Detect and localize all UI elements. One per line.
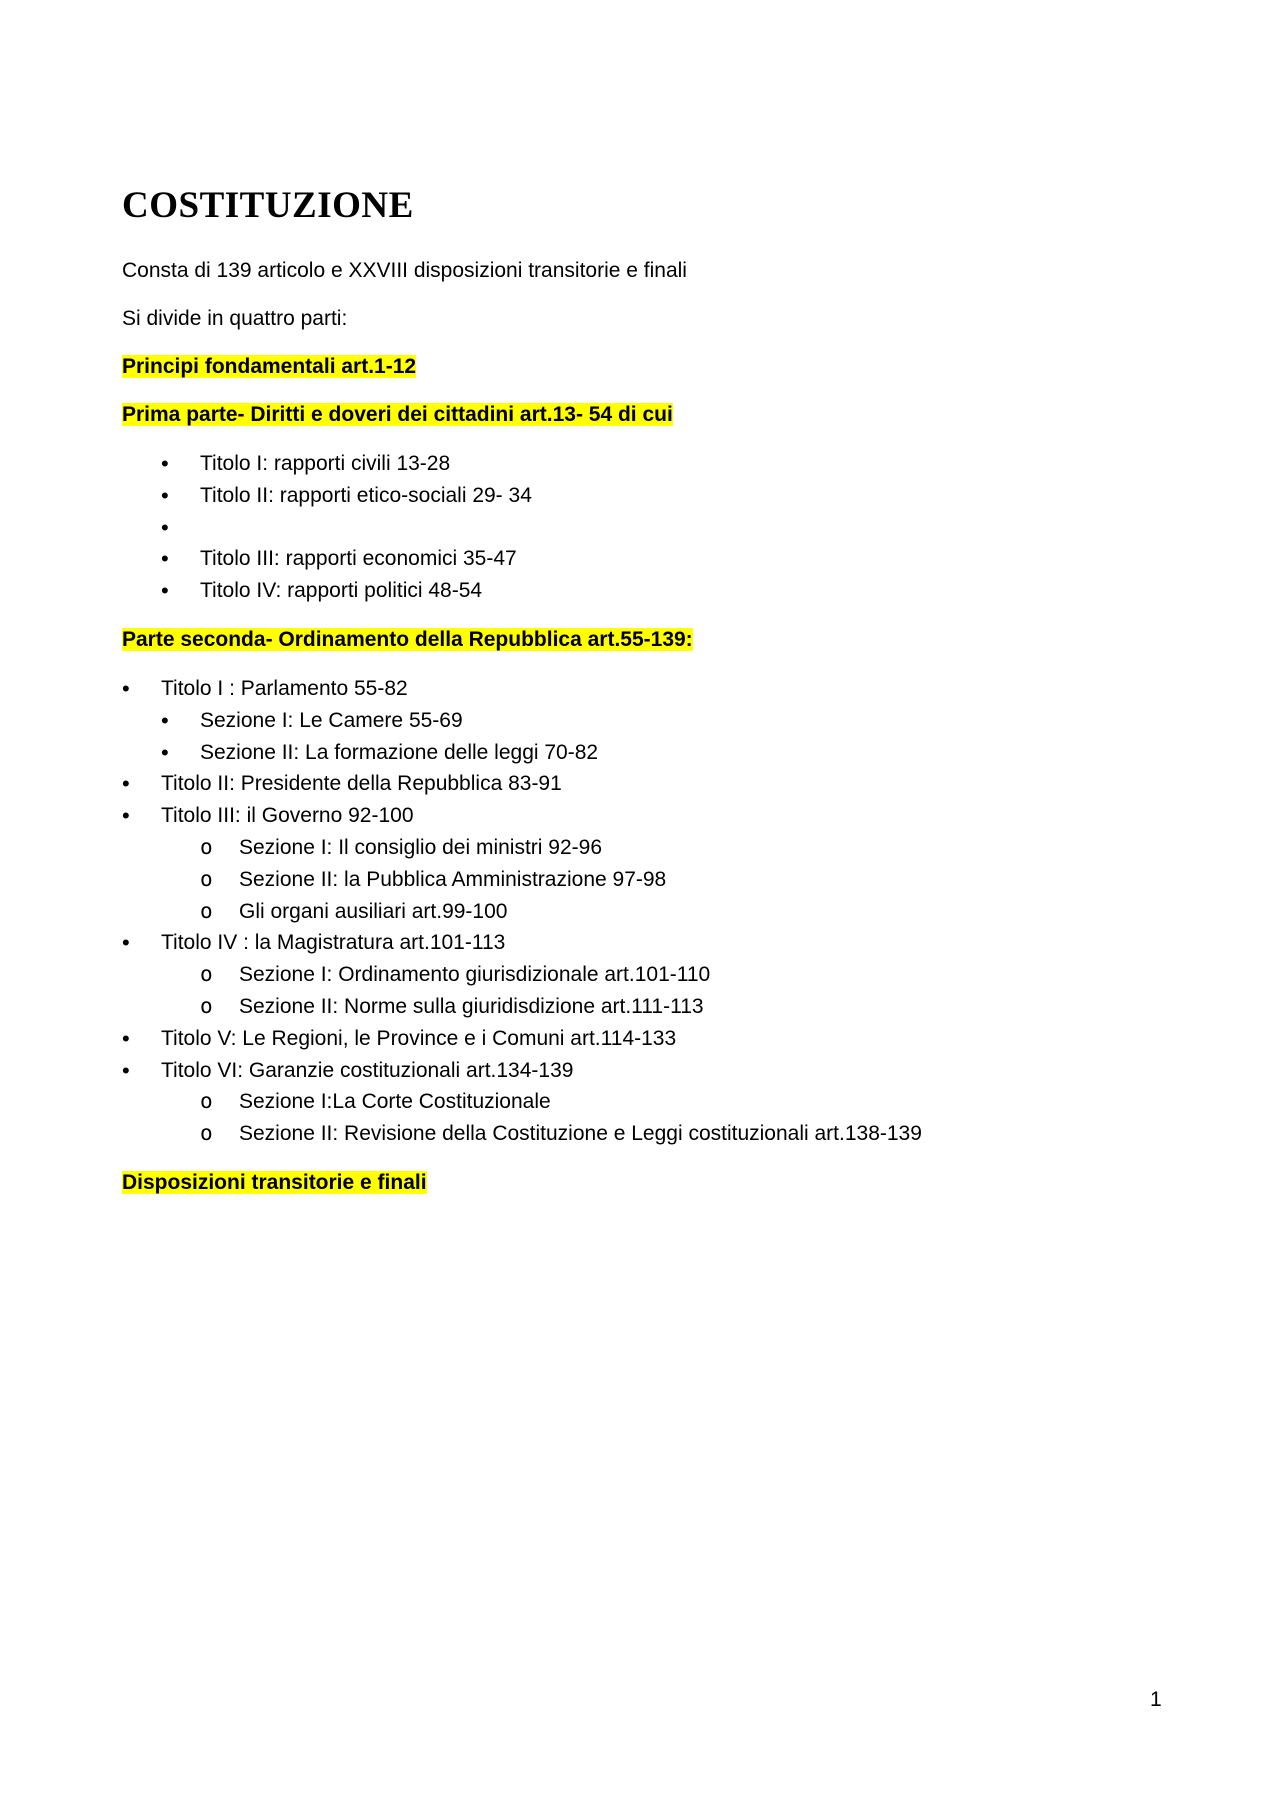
bullet-icon bbox=[122, 800, 130, 833]
document-body bbox=[122, 184, 1162, 1216]
intro-paragraph: Consta di 139 articolo e XXVIII disposizioni transitorie e finali bbox=[122, 259, 687, 282]
list-item bbox=[122, 768, 1162, 800]
parte-seconda-heading-text: Parte seconda- Ordinamento della Repubblica art.55-139: bbox=[122, 627, 693, 651]
disposizioni-heading-text: Disposizioni transitorie e finali bbox=[122, 1170, 427, 1194]
list-item bbox=[122, 1055, 1162, 1087]
list-item bbox=[122, 1023, 1162, 1055]
bullet-icon bbox=[161, 480, 169, 513]
circle-bullet-icon bbox=[200, 832, 213, 864]
list-item-text: Titolo IV : la Magistratura art.101-113 bbox=[161, 931, 506, 955]
list-item bbox=[122, 1086, 1162, 1118]
list-item bbox=[122, 705, 1162, 737]
list-item-text: Sezione I: Ordinamento giurisdizionale art.101-110 bbox=[239, 963, 711, 987]
circle-bullet-icon bbox=[200, 1118, 213, 1150]
page-number: 1 bbox=[1150, 1688, 1162, 1711]
bullet-icon bbox=[161, 543, 169, 576]
prima-parte-list bbox=[122, 448, 1162, 607]
list-item bbox=[122, 737, 1162, 769]
list-item-text: Sezione I: Il consiglio dei ministri 92-96 bbox=[239, 835, 603, 859]
list-item bbox=[122, 864, 1162, 896]
list-item bbox=[122, 1118, 1162, 1150]
list-item-text: Titolo V: Le Regioni, le Province e i Comuni art.114-133 bbox=[161, 1026, 677, 1050]
bullet-icon bbox=[122, 673, 130, 706]
list-item-text: Titolo VI: Garanzie costituzionali art.134-139 bbox=[161, 1058, 574, 1082]
list-item-text: Titolo III: rapporti economici 35-47 bbox=[200, 547, 517, 571]
list-item bbox=[122, 575, 1162, 607]
list-item bbox=[122, 480, 1162, 512]
bullet-icon bbox=[122, 1055, 130, 1088]
list-item bbox=[122, 959, 1162, 991]
circle-bullet-icon bbox=[200, 1086, 213, 1118]
divide-paragraph: Si divide in quattro parti: bbox=[122, 307, 348, 330]
bullet-icon bbox=[161, 737, 169, 770]
list-item bbox=[122, 543, 1162, 575]
list-item-text: Titolo II: rapporti etico-sociali 29- 34 bbox=[200, 483, 532, 507]
list-item bbox=[122, 896, 1162, 928]
list-item bbox=[122, 991, 1162, 1023]
bullet-icon bbox=[161, 575, 169, 608]
document-title: COSTITUZIONE bbox=[122, 185, 414, 226]
list-item bbox=[122, 673, 1162, 705]
list-item-text: Titolo III: il Governo 92-100 bbox=[161, 804, 414, 828]
principi-heading bbox=[122, 352, 1162, 382]
list-item-text: Titolo I: rapporti civili 13-28 bbox=[200, 452, 451, 475]
parte-seconda-heading bbox=[122, 625, 1162, 655]
prima-parte-heading bbox=[122, 400, 1162, 430]
list-item-empty bbox=[122, 512, 1162, 544]
bullet-icon bbox=[161, 705, 169, 738]
list-item-text: Titolo I : Parlamento 55-82 bbox=[161, 676, 408, 700]
disposizioni-heading bbox=[122, 1168, 1162, 1198]
list-item-text: Sezione II: La formazione delle leggi 70-82 bbox=[200, 740, 599, 764]
list-item-text: Titolo II: Presidente della Repubblica 83-91 bbox=[161, 772, 562, 796]
bullet-icon bbox=[122, 768, 130, 801]
circle-bullet-icon bbox=[200, 864, 213, 896]
bullet-icon bbox=[161, 512, 169, 545]
list-item-text: Gli organi ausiliari art.99-100 bbox=[239, 899, 508, 923]
list-item-text: Sezione II: Revisione della Costituzione e Leggi costituzionali art.138-139 bbox=[239, 1122, 922, 1146]
parte-seconda-list bbox=[122, 673, 1162, 1150]
bullet-icon bbox=[122, 1023, 130, 1056]
circle-bullet-icon bbox=[200, 959, 213, 991]
list-item-text: Sezione I:La Corte Costituzionale bbox=[239, 1090, 551, 1114]
prima-parte-heading-text: Prima parte- Diritti e doveri dei cittadini art.13- 54 di cui bbox=[122, 403, 673, 426]
list-item bbox=[122, 800, 1162, 832]
list-item bbox=[122, 927, 1162, 959]
list-item-text: Titolo IV: rapporti politici 48-54 bbox=[200, 579, 483, 603]
circle-bullet-icon bbox=[200, 991, 213, 1023]
list-item-text: Sezione II: la Pubblica Amministrazione 97-98 bbox=[239, 867, 667, 891]
list-item-text: Sezione I: Le Camere 55-69 bbox=[200, 708, 463, 732]
bullet-icon bbox=[161, 448, 169, 481]
list-item-text: Sezione II: Norme sulla giuridisdizione art.111-113 bbox=[239, 994, 704, 1018]
list-item bbox=[122, 832, 1162, 864]
bullet-icon bbox=[122, 927, 130, 960]
principi-heading-text: Principi fondamentali art.1-12 bbox=[122, 355, 417, 378]
list-item bbox=[122, 448, 1162, 480]
circle-bullet-icon bbox=[200, 896, 213, 928]
